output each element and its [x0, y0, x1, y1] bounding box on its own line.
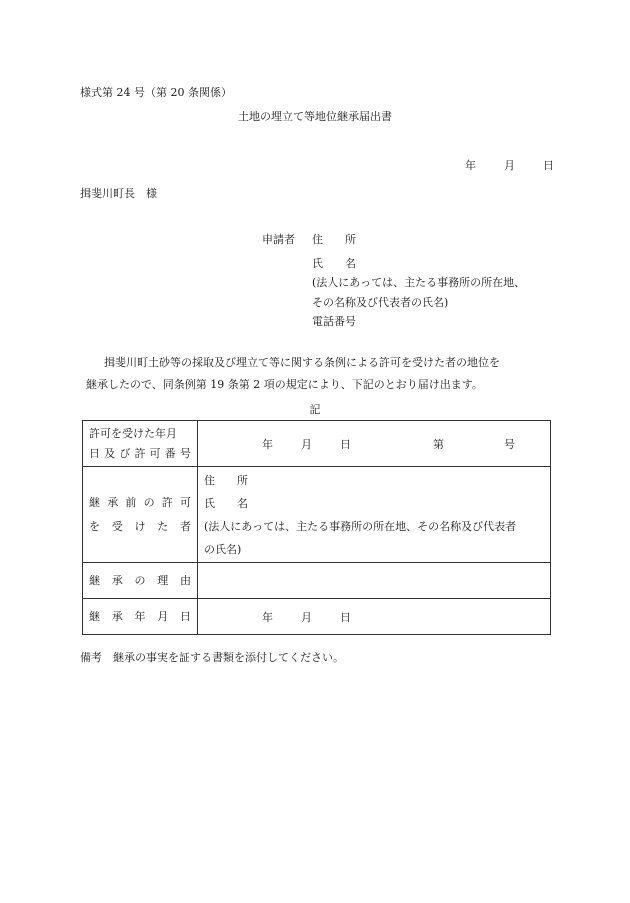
addressee: 揖斐川町長 様	[80, 187, 157, 200]
body-line-2: 継承したので、同条例第 19 条第 2 項の規定により、下記のとおり届け出ます。	[86, 378, 483, 391]
form-number: 様式第 24 号（第 20 条関係）	[80, 86, 232, 99]
row-permit	[83, 421, 551, 467]
permit-month: 月	[301, 437, 312, 451]
row-succession-date	[83, 599, 551, 635]
document-title: 土地の埋立て等地位継承届出書	[238, 110, 392, 123]
predecessor-label: 継 承 前 の 許 可 を 受 け た 者	[83, 467, 198, 563]
permit-label-line1: 許可を受けた年月	[89, 426, 177, 440]
applicant-name-label: 氏 名	[312, 256, 356, 270]
permit-label-line2: 日 及 び 許 可 番 号	[89, 446, 191, 460]
predecessor-address-label: 住 所	[204, 473, 248, 487]
date-month: 月	[504, 159, 515, 172]
permit-day: 日	[340, 437, 351, 451]
applicant-phone-label: 電話番号	[312, 315, 356, 328]
succession-year: 年	[262, 610, 273, 624]
succession-month: 月	[301, 610, 312, 624]
notification-table	[82, 420, 551, 635]
ki-heading: 記	[309, 403, 321, 416]
date-year: 年	[465, 159, 476, 172]
permit-year: 年	[262, 437, 273, 451]
body-text	[80, 352, 560, 396]
predecessor-name-label: 氏 名	[204, 496, 248, 510]
reason-label: 継 承 の 理 由	[83, 563, 198, 599]
applicant-corp-note-1: (法人にあっては、主たる事務所の所在地、	[312, 276, 526, 289]
predecessor-note-1: (法人にあっては、主たる事務所の所在地、その名称及び代表者	[204, 519, 517, 533]
applicant-corp-note-2: その名称及び代表者の氏名)	[312, 295, 449, 309]
permit-label	[83, 421, 198, 467]
row-reason	[83, 563, 551, 599]
applicant-label: 申請者	[262, 233, 295, 246]
applicant-block	[262, 230, 525, 332]
date-day: 日	[543, 159, 554, 172]
succession-date-label: 継 承 年 月 日	[83, 599, 198, 635]
permit-value[interactable]	[198, 421, 551, 467]
predecessor-value[interactable]	[198, 467, 551, 563]
row-predecessor	[83, 467, 551, 563]
applicant-address-label: 住 所	[312, 233, 356, 246]
succession-day: 日	[340, 610, 351, 624]
reason-value[interactable]	[198, 563, 551, 599]
permit-go: 号	[504, 437, 515, 451]
submission-date	[465, 157, 554, 173]
succession-date-value[interactable]	[198, 599, 551, 635]
remarks-note: 備考 継承の事実を証する書類を添付してください。	[80, 651, 344, 664]
predecessor-note-2: の氏名)	[204, 542, 242, 556]
body-line-1: 揖斐川町土砂等の採取及び埋立て等に関する条例による許可を受けた者の地位を	[104, 356, 500, 369]
permit-dai: 第	[433, 437, 444, 451]
